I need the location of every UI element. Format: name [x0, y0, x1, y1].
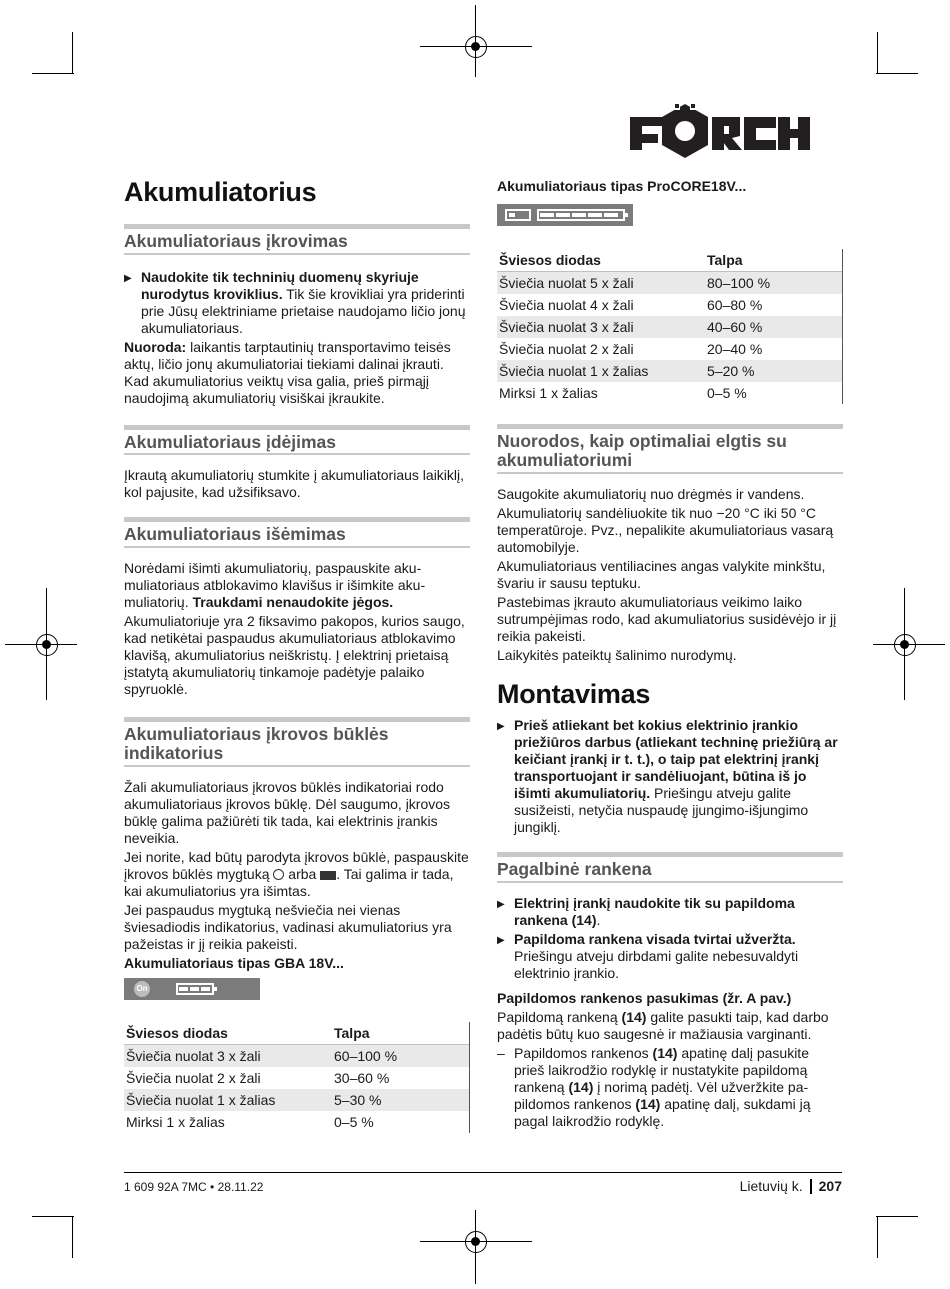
- reference-number: (14): [635, 1096, 661, 1113]
- capacity-table-wrapper: [124, 1022, 470, 1133]
- charge-indicator-graphic: [497, 204, 633, 226]
- bold-text: Papildoma rankena visada tvirtai užveržta.: [514, 931, 796, 948]
- table-cell: Mirksi 1 x žalias: [499, 385, 598, 401]
- capacity-table-wrapper: [497, 249, 843, 404]
- table-row: [124, 1045, 469, 1068]
- table-row: [124, 1089, 469, 1111]
- body-text: Norėdami išimti akumuliatorių, paspauskite akumuliatoriaus atblokavimo klavišus ir išimkite akumuliatorių.: [124, 560, 426, 611]
- table-cell: Mirksi 1 x žalias: [126, 1114, 225, 1131]
- table-cell: Šviečia nuolat 1 x žalias: [124, 1089, 332, 1111]
- paragraph: Akumuliatoriaus ventiliacines angas valykite minkštu, švariu ir sausu teptuku.: [497, 557, 826, 591]
- paragraph: Pastebimas įkrauto akumuliatoriaus veikimo laiko sutrumpėjimas rodo, kad akumuliatorius susidėvėjo ir jį reikia pakeisti.: [497, 593, 837, 644]
- table-header: Šviesos diodas: [497, 249, 705, 272]
- section-heading-bar: [497, 852, 843, 883]
- section-heading-bar: [497, 424, 843, 474]
- paragraph: [497, 1009, 843, 1043]
- crop-mark: [72, 32, 73, 74]
- section-heading-bar: [124, 425, 470, 456]
- paragraph: Jei paspaudus mygtuką nešviečia nei vienas šviesadiodis indikatorius, vadinasi akumuliatorius yra pažeistas ir jį reikia pakeisti.: [124, 902, 452, 953]
- note-label: Nuoroda:: [124, 338, 187, 355]
- bullet-list: [497, 895, 843, 982]
- charge-button-icon: [505, 209, 531, 221]
- section-heading: Akumuliatoriaus įdėjimas: [124, 431, 337, 452]
- table-cell: 80–100 %: [705, 272, 842, 295]
- list-item: [124, 269, 470, 337]
- brand-logo: [628, 100, 842, 166]
- table-cell: Šviečia nuolat 3 x žali: [124, 1045, 332, 1068]
- section-title: Montavimas: [497, 678, 651, 709]
- section-heading-bar: [124, 717, 470, 767]
- table-cell: 0–5 %: [707, 385, 747, 401]
- body-text: . Tai galima ir tada, kai akumuliatorius yra išimtas.: [124, 866, 454, 900]
- section-heading-bar: [124, 224, 470, 255]
- body-text: Tik šie krovikliai yra priderinti prie Jūsų elektriniame prietaise naudojamo ličio jonų akumuliatoriaus.: [141, 285, 466, 336]
- capacity-table: [497, 249, 842, 404]
- table-row: [497, 338, 842, 360]
- table-row: [497, 360, 842, 382]
- footer-separator: [810, 1179, 812, 1194]
- body-text: arba: [284, 866, 321, 883]
- footer-divider: [124, 1172, 842, 1173]
- table-row: [497, 382, 842, 404]
- body-text: Priešingu atveju dirbdami galite nebesuvaldyti elektrinio įrankio.: [514, 948, 799, 982]
- section-title: Akumuliatorius: [124, 177, 317, 207]
- body-text: Papildomą rankeną: [497, 1009, 622, 1026]
- paragraph: [124, 560, 470, 611]
- table-row: [497, 272, 842, 295]
- table-cell: Šviečia nuolat 1 x žalias: [497, 360, 705, 382]
- table-cell: 5–20 %: [705, 360, 842, 382]
- note-paragraph: [124, 339, 470, 407]
- battery-icon: [537, 209, 625, 221]
- battery-type-label: Akumuliatoriaus tipas GBA 18V...: [124, 955, 344, 972]
- reference-number: (14): [568, 1079, 594, 1096]
- body-text: apatinę dalį pasukite prieš laikrodžio rodyklę ir nustatykite papildomą rankeną: [514, 1045, 809, 1096]
- right-column: [497, 178, 843, 1130]
- registration-mark-icon: [465, 36, 487, 58]
- paragraph: Akumuliatoriuje yra 2 fiksavimo pakopos, kurios saugo, kad netikėtai paspaudus akumuliatoriaus atblokavimo klavišą, akumuliatorius neiškristų. Į elektrinį prietaisą įstatytą akumuliatorių tinkamoje padėtyje palaiko spyruoklė.: [124, 613, 465, 698]
- list-item: [497, 1045, 843, 1130]
- body-text: Jei norite, kad būtų parodyta įkrovos būklė, paspauskite įkrovos būklės mygtuką: [124, 849, 469, 883]
- bullet-list: [124, 269, 470, 337]
- body-text: .: [596, 912, 601, 929]
- crop-mark: [876, 73, 918, 74]
- table-cell: Šviečia nuolat 3 x žali: [497, 316, 705, 338]
- section-heading-bar: [124, 517, 470, 548]
- table-cell: 30–60 %: [334, 1070, 390, 1087]
- list-item: [497, 931, 843, 982]
- table-header-row: [124, 1022, 469, 1045]
- battery-type-label: Akumuliatoriaus tipas ProCORE18V...: [497, 178, 747, 194]
- bold-text: Naudokite tik techninių duomenų skyriuje nurodytus kroviklius.: [141, 268, 419, 302]
- registration-mark-icon: [36, 634, 58, 656]
- reference-number: (14): [652, 1045, 678, 1062]
- crop-mark: [32, 73, 74, 74]
- table-cell: Šviečia nuolat 2 x žali: [126, 1070, 261, 1087]
- table-row: [497, 294, 842, 316]
- bold-text: Elektrinį įrankį naudokite tik su papildoma rankena (14): [514, 895, 795, 929]
- sub-heading: Papildomos rankenos pasukimas (žr. A pav.): [497, 990, 792, 1007]
- body-text: Papildomos rankenos: [514, 1045, 653, 1062]
- table-row: [124, 1111, 469, 1133]
- table-header: Talpa: [705, 249, 842, 272]
- table-header: Talpa: [332, 1022, 469, 1045]
- page-number: 207: [818, 1178, 842, 1194]
- body-text: laikantis tarptautinių transportavimo teisės aktų, ličio jonų akumuliatoriai tiekiami dalinai įkrauti. Kad akumuliatorius veiktų visa galia, prieš pirmąjį naudojimą akumuliatorių visiškai įkraukite.: [124, 338, 451, 406]
- paragraph: Akumuliatorių sandėliuokite tik nuo −20 °C iki 50 °C temperatūroje. Pvz., nepalikite akumuliatoriaus vasarą automobilyje.: [497, 504, 834, 555]
- crop-mark: [877, 1216, 878, 1258]
- table-cell: Šviečia nuolat 2 x žali: [499, 341, 634, 357]
- table-header-row: [497, 249, 842, 272]
- section-heading: Nuorodos, kaip optimaliai elgtis su akumuliatoriumi: [497, 431, 787, 470]
- bold-text: Prieš atliekant bet kokius elektrinio įrankio priežiūros darbus (atliekant techninę priežiūrą ar keičiant įrankį ir t. t.), o taip pat elektrinį įrankį transportuojant ir sandėliuojant, būtina iš jo išimti akumuliatorių.: [514, 717, 838, 802]
- charge-indicator-graphic: [124, 978, 260, 1000]
- table-header: Šviesos diodas: [124, 1022, 332, 1045]
- table-row: [124, 1067, 469, 1089]
- table-cell: Šviečia nuolat 5 x žali: [497, 272, 705, 295]
- paragraph: Žali akumuliatoriaus įkrovos būklės indikatoriai rodo akumuliatoriaus įkrovos būklę. Dėl saugumo, įkrovos būklę galima pažiūrėti tik tada, kai elektrinis įrankis neveikia.: [124, 779, 451, 847]
- crop-mark: [877, 32, 878, 74]
- capacity-table: [124, 1022, 469, 1133]
- table-cell: 40–60 %: [705, 316, 842, 338]
- document-code: 1 609 92A 7MC • 28.11.22: [124, 1180, 264, 1194]
- section-heading: Akumuliatoriaus išėmimas: [124, 524, 346, 545]
- list-item: [497, 717, 843, 836]
- crop-mark: [32, 1216, 74, 1217]
- table-cell: 0–5 %: [334, 1114, 374, 1131]
- list-item: [497, 895, 843, 929]
- body-text: galite pasukti taip, kad darbo padėtis būtų kuo saugesnė ir mažiausia varginanti.: [497, 1009, 829, 1043]
- paragraph: [124, 849, 470, 900]
- body-text: apatinę dalį, sukdami ją pagal laikrodžio rodyklę.: [514, 1096, 811, 1130]
- table-cell: 5–30 %: [332, 1089, 469, 1111]
- reference-number: (14): [621, 1009, 647, 1026]
- bold-text: Traukdami nenaudokite jėgos.: [192, 594, 394, 611]
- paragraph: Laikykitės pateiktų šalinimo nurodymų.: [497, 646, 737, 663]
- table-row: [497, 316, 842, 338]
- body-text: Priešingu atveju galite susižeisti, netyčia nuspaudę įjungimo-išjungimo jungiklį.: [514, 785, 809, 836]
- table-cell: Šviečia nuolat 4 x žali: [499, 297, 634, 313]
- table-cell: 60–100 %: [332, 1045, 469, 1068]
- language-label: Lietuvių k.: [739, 1178, 803, 1194]
- crop-mark: [72, 1216, 73, 1258]
- page-footer: [740, 1178, 842, 1194]
- paragraph: Įkrautą akumuliatorių stumkite į akumuliatoriaus laikiklį, kol pajusite, kad užsifiksavo.: [124, 467, 465, 501]
- bullet-list: [497, 717, 843, 836]
- registration-mark-icon: [894, 634, 916, 656]
- battery-button-icon: [320, 871, 336, 880]
- left-column: [124, 178, 470, 1133]
- table-cell: 20–40 %: [707, 341, 763, 357]
- paragraph: Saugokite akumuliatorių nuo drėgmės ir vandens.: [497, 485, 805, 502]
- battery-icon: [176, 983, 214, 995]
- section-heading: Akumuliatoriaus įkrovimas: [124, 230, 348, 251]
- table-cell: 60–80 %: [707, 297, 763, 313]
- body-text: į norimą padėtį. Vėl užveržkite papildomos rankenos: [514, 1079, 809, 1113]
- section-heading: Akumuliatoriaus įkrovos būklės indikatorius: [124, 724, 389, 764]
- on-button-icon: On: [134, 981, 150, 997]
- section-heading: Pagalbinė rankena: [497, 859, 652, 880]
- registration-mark-icon: [465, 1231, 487, 1253]
- charge-button-icon: [273, 869, 284, 880]
- crop-mark: [876, 1216, 918, 1217]
- dash-list: [497, 1045, 843, 1130]
